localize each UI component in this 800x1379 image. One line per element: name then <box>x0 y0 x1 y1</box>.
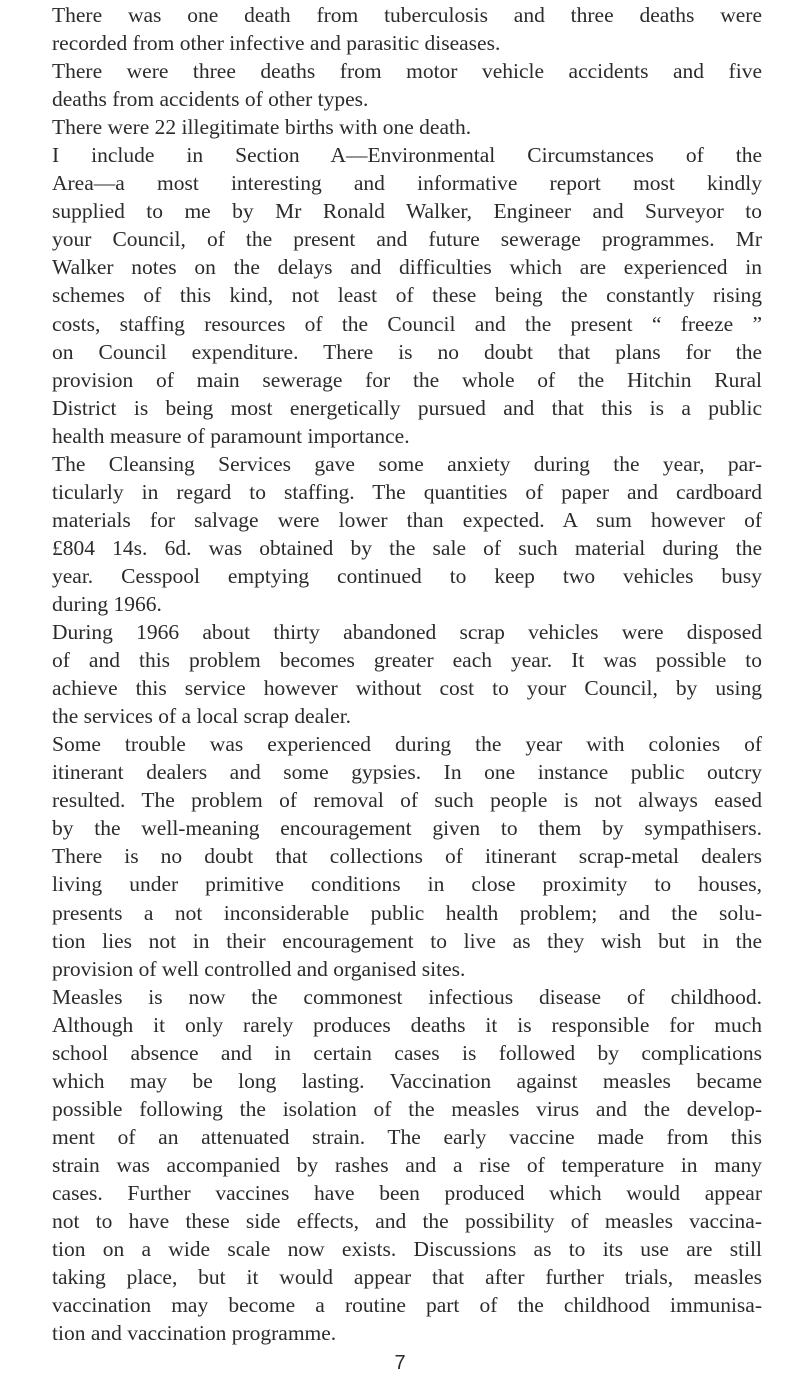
text-line: £804 14s. 6d. was obtained by the sale of such material during the <box>52 535 762 560</box>
text-line: which may be long lasting. Vaccination against measles became <box>52 1068 762 1093</box>
text-line: of and this problem becomes greater each year. It was possible to <box>52 648 762 673</box>
text-line: provision of main sewerage for the whole of the Hitchin Rural <box>52 367 762 392</box>
text-line: during 1966. <box>52 591 162 616</box>
text-line: District is being most energetically pursued and that this is a public <box>52 395 762 420</box>
text-line: tion on a wide scale now exists. Discussions as to its use are still <box>52 1237 762 1262</box>
text-line: There were three deaths from motor vehicle accidents and five <box>52 59 762 84</box>
paragraph <box>52 141 762 450</box>
paragraph <box>52 450 762 618</box>
text-line: your Council, of the present and future sewerage programmes. Mr <box>52 227 762 252</box>
text-line: There is no doubt that collections of itinerant scrap-metal dealers <box>52 844 762 869</box>
text-line: tion and vaccination programme. <box>52 1321 337 1346</box>
text-line: ticularly in regard to staffing. The quantities of paper and cardboard <box>52 479 762 504</box>
text-line: Some trouble was experienced during the year with colonies of <box>52 732 762 757</box>
paragraph <box>52 730 762 982</box>
paragraph <box>52 57 762 113</box>
text-line: recorded from other infective and parasitic diseases. <box>52 31 501 56</box>
paragraph <box>52 113 762 141</box>
text-line: strain was accompanied by rashes and a rise of temperature in many <box>52 1152 762 1177</box>
text-line: taking place, but it would appear that after further trials, measles <box>52 1265 762 1290</box>
text-line: Area—a most interesting and informative report most kindly <box>52 171 762 196</box>
text-line: provision of well controlled and organised sites. <box>52 956 466 981</box>
text-line: materials for salvage were lower than expected. A sum however of <box>52 507 762 532</box>
text-line: school absence and in certain cases is followed by complications <box>52 1040 762 1065</box>
text-line: Although it only rarely produces deaths it is responsible for much <box>52 1012 762 1037</box>
text-line: tion lies not in their encouragement to live as they wish but in the <box>52 928 762 953</box>
text-line: supplied to me by Mr Ronald Walker, Engineer and Surveyor to <box>52 199 762 224</box>
text-line: presents a not inconsiderable public health problem; and the solu- <box>52 900 762 925</box>
text-line: The Cleansing Services gave some anxiety during the year, par- <box>52 451 762 476</box>
text-line: not to have these side effects, and the possibility of measles vaccina- <box>52 1209 762 1234</box>
text-line: year. Cesspool emptying continued to keep two vehicles busy <box>52 563 762 588</box>
text-line: health measure of paramount importance. <box>52 423 410 448</box>
text-line: schemes of this kind, not least of these being the constantly rising <box>52 283 762 308</box>
text-line: deaths from accidents of other types. <box>52 87 369 112</box>
text-line: There were 22 illegitimate births with one death. <box>52 115 472 140</box>
text-line: cases. Further vaccines have been produced which would appear <box>52 1180 762 1205</box>
text-line: living under primitive conditions in close proximity to houses, <box>52 872 762 897</box>
paragraph <box>52 618 762 730</box>
document-body <box>52 0 762 1347</box>
text-line: Measles is now the commonest infectious disease of childhood. <box>52 984 762 1009</box>
text-line: possible following the isolation of the measles virus and the develop- <box>52 1096 762 1121</box>
text-line: vaccination may become a routine part of the childhood immunisa- <box>52 1293 762 1318</box>
text-line: costs, staffing resources of the Council and the present “ freeze ” <box>52 311 762 336</box>
page-number: 7 <box>394 1352 406 1374</box>
text-line: achieve this service however without cost to your Council, by using <box>52 676 762 701</box>
text-line: resulted. The problem of removal of such people is not always eased <box>52 788 762 813</box>
text-line: itinerant dealers and some gypsies. In one instance public outcry <box>52 760 762 785</box>
paragraph <box>52 1 762 57</box>
text-line: I include in Section A—Environmental Circumstances of the <box>52 143 762 168</box>
paragraph <box>52 983 762 1348</box>
text-line: by the well-meaning encouragement given to them by sympathisers. <box>52 816 762 841</box>
text-line: ment of an attenuated strain. The early vaccine made from this <box>52 1124 762 1149</box>
text-line: on Council expenditure. There is no doubt that plans for the <box>52 339 762 364</box>
text-line: During 1966 about thirty abandoned scrap vehicles were disposed <box>52 620 762 645</box>
text-line: Walker notes on the delays and difficulties which are experienced in <box>52 255 762 280</box>
text-line: There was one death from tuberculosis and three deaths were <box>52 3 762 27</box>
text-line: the services of a local scrap dealer. <box>52 704 352 729</box>
